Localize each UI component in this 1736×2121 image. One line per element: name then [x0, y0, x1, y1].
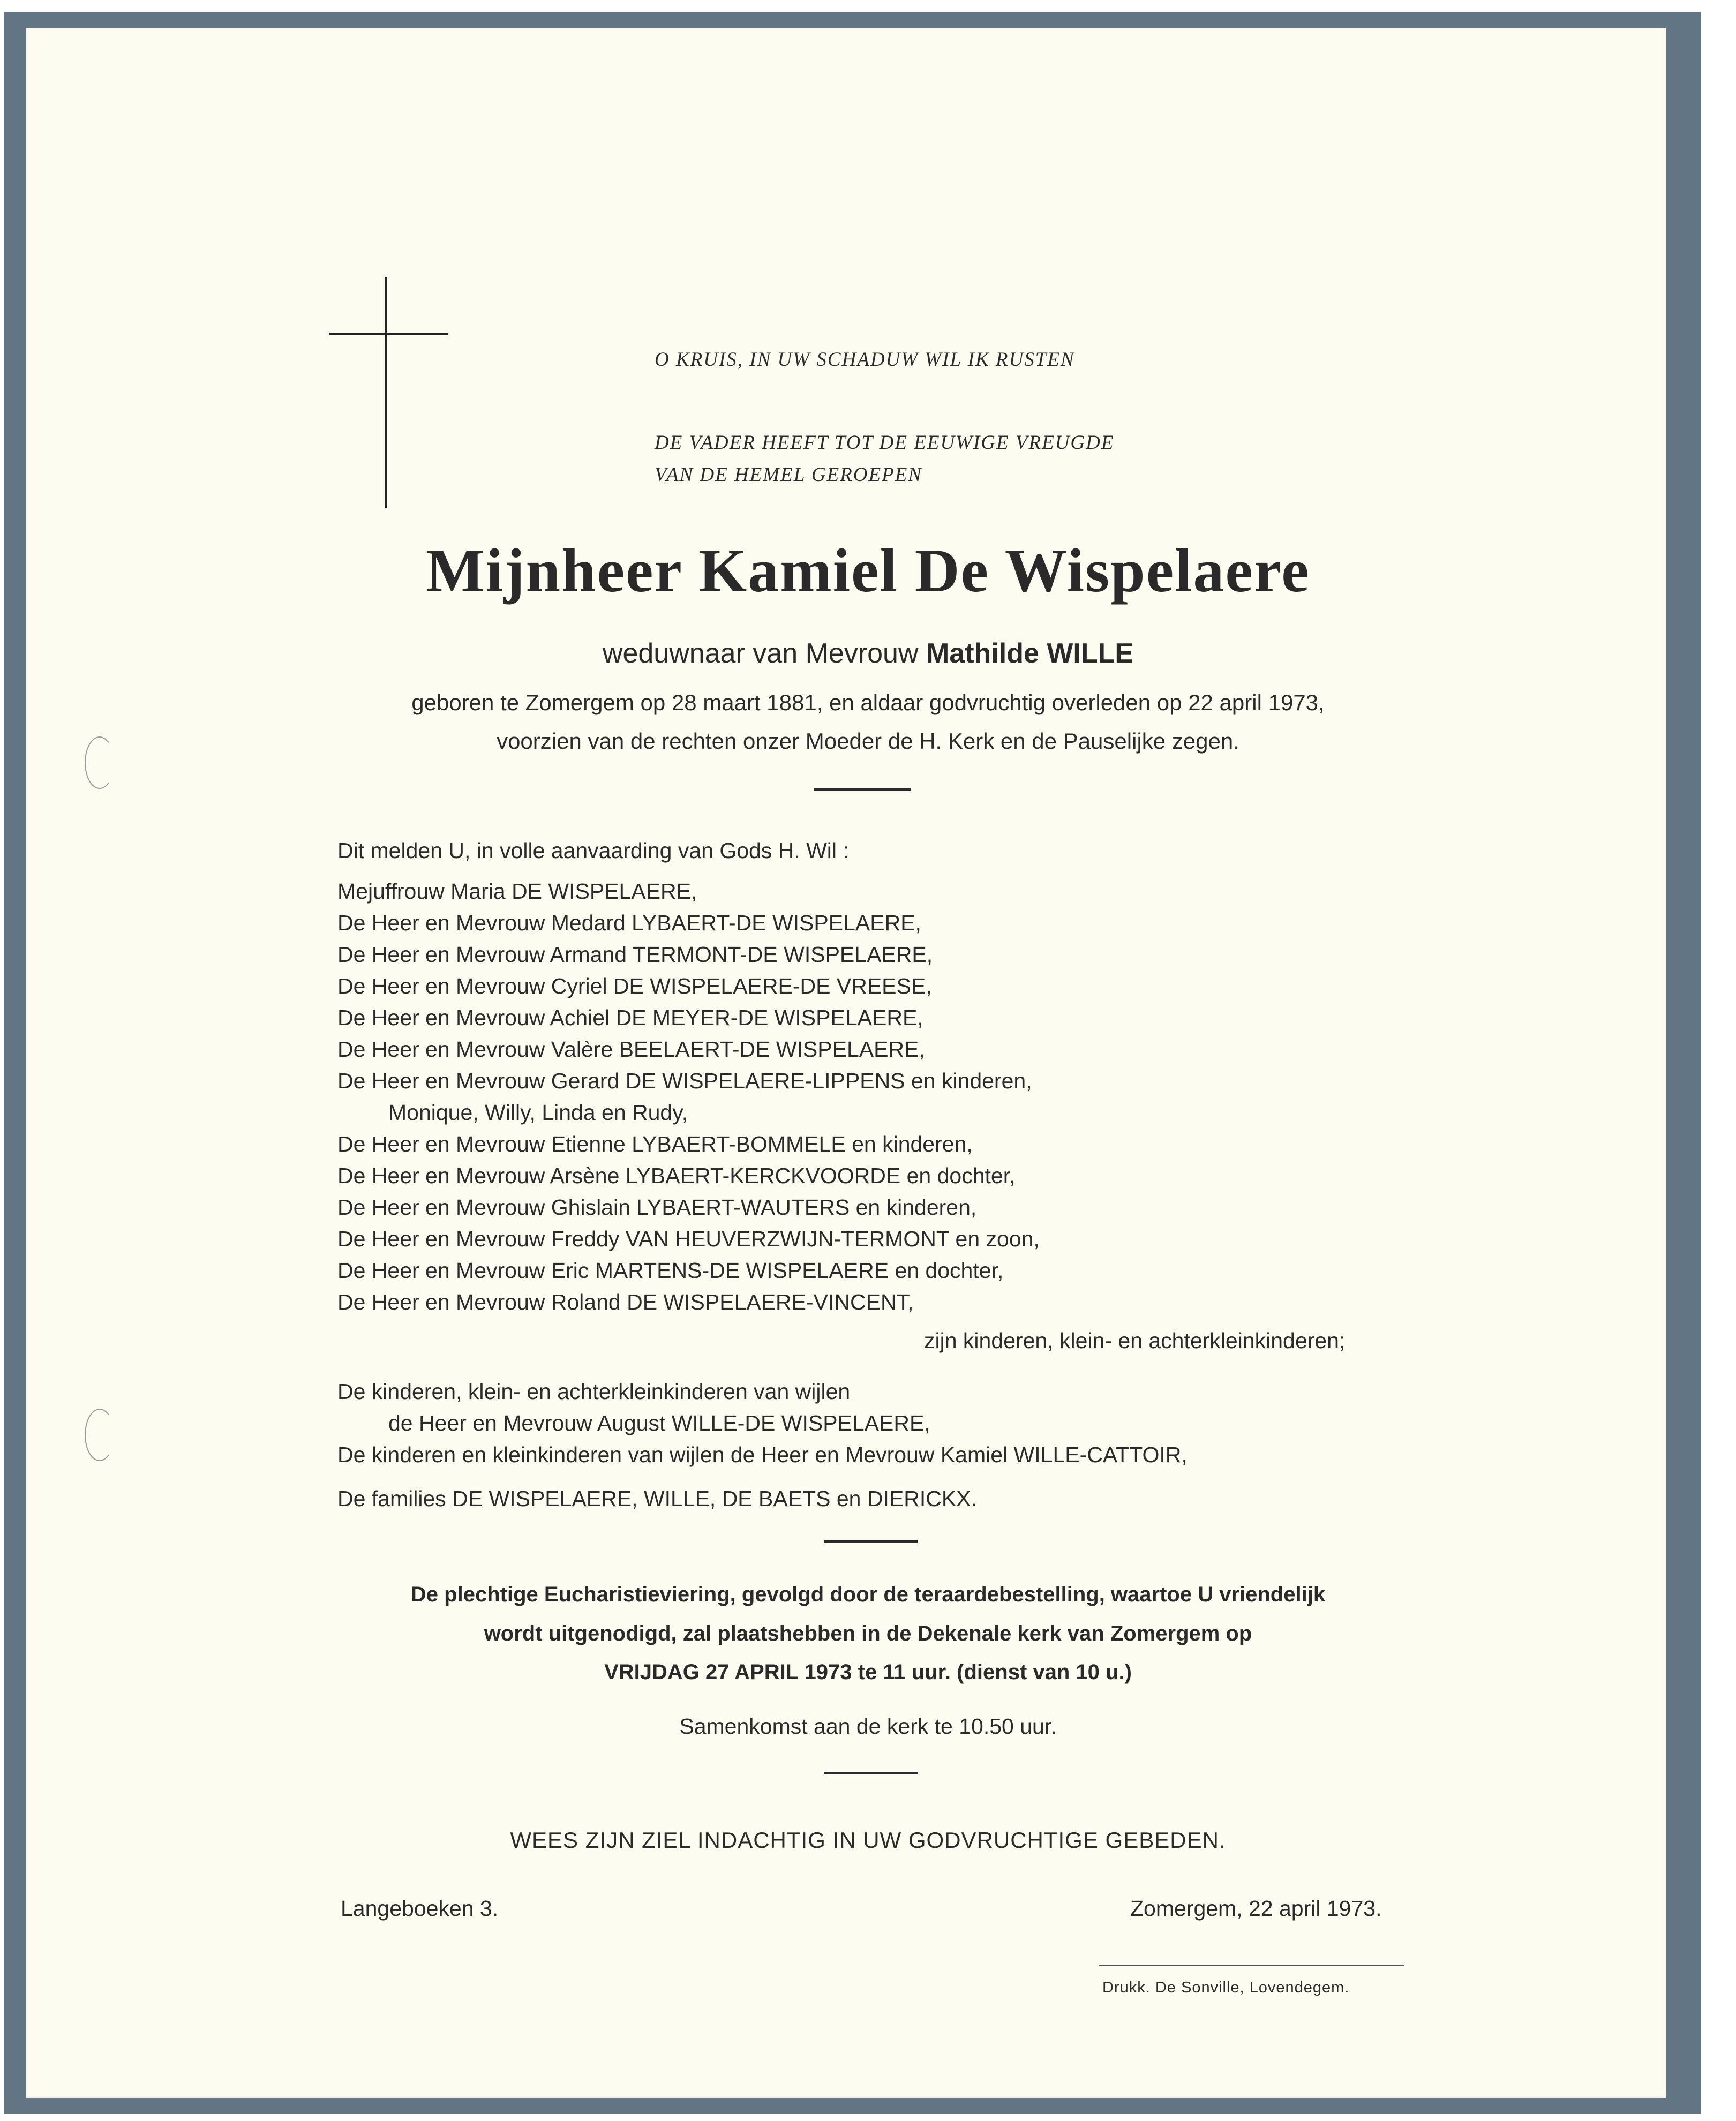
- epigraph-line-2: DE VADER HEEFT TOT DE EEUWIGE VREUGDE: [655, 432, 1115, 454]
- punch-hole-bottom: [85, 1409, 115, 1461]
- cross-icon-bar: [329, 333, 448, 335]
- epigraph-line-3: VAN DE HEMEL GEROEPEN: [655, 464, 922, 486]
- family-line: Mejuffrouw Maria DE WISPELAERE,: [337, 879, 697, 904]
- family-line: De Heer en Mevrouw Eric MARTENS-DE WISPELAERE en dochter,: [337, 1258, 1004, 1283]
- service-line-3: VRIJDAG 27 APRIL 1973 te 11 uur. (dienst van 10 u.): [604, 1660, 1132, 1684]
- printer-credit: Drukk. De Sonville, Lovendegem.: [1102, 1979, 1350, 1996]
- printer-rule: [1099, 1965, 1404, 1966]
- family-list: [337, 876, 1040, 1318]
- families-line: De families DE WISPELAERE, WILLE, DE BAETS en DIERICKX.: [337, 1486, 977, 1511]
- children-note: zijn kinderen, klein- en achterkleinkinderen;: [924, 1328, 1346, 1353]
- deceased-name: Mijnheer Kamiel De Wispelaere: [426, 537, 1310, 605]
- closing-prayer: WEES ZIJN ZIEL INDACHTIG IN UW GODVRUCHTIGE GEBEDEN.: [510, 1827, 1226, 1853]
- family-line: De Heer en Mevrouw Gerard DE WISPELAERE-LIPPENS en kinderen,: [337, 1069, 1032, 1093]
- family-line: De Heer en Mevrouw Armand TERMONT-DE WISPELAERE,: [337, 942, 933, 967]
- family-line: De Heer en Mevrouw Ghislain LYBAERT-WAUTERS en kinderen,: [337, 1195, 977, 1220]
- sacraments-line: voorzien van de rechten onzer Moeder de H. Kerk en de Pauselijke zegen.: [497, 728, 1239, 754]
- family-line: De Heer en Mevrouw Achiel DE MEYER-DE WISPELAERE,: [337, 1005, 923, 1030]
- divider: [824, 1540, 918, 1543]
- family-line: De Heer en Mevrouw Etienne LYBAERT-BOMMELE en kinderen,: [337, 1132, 973, 1156]
- service-line-2: wordt uitgenodigd, zal plaatshebben in de Dekenale kerk van Zomergem op: [484, 1622, 1252, 1645]
- others-line-1: De kinderen, klein- en achterkleinkinderen van wijlen: [337, 1379, 851, 1404]
- cross-icon: [385, 277, 387, 508]
- epigraph-line-1: O KRUIS, IN UW SCHADUW WIL IK RUSTEN: [655, 349, 1075, 371]
- place-date: Zomergem, 22 april 1973.: [1130, 1896, 1382, 1921]
- others-line-3: De kinderen en kleinkinderen van wijlen de Heer en Mevrouw Kamiel WILLE-CATTOIR,: [337, 1442, 1188, 1467]
- family-line: De Heer en Mevrouw Medard LYBAERT-DE WISPELAERE,: [337, 911, 921, 935]
- widower-prefix: weduwnaar van Mevrouw: [602, 638, 919, 669]
- gathering-line: Samenkomst aan de kerk te 10.50 uur.: [679, 1714, 1057, 1739]
- widower-line: [0, 637, 1736, 670]
- family-line: De Heer en Mevrouw Cyriel DE WISPELAERE-DE VREESE,: [337, 974, 932, 998]
- service-line-1: De plechtige Eucharistieviering, gevolgd door de teraardebestelling, waartoe U vriendelijk: [410, 1583, 1326, 1606]
- family-line: De Heer en Mevrouw Freddy VAN HEUVERZWIJN-TERMONT en zoon,: [337, 1227, 1040, 1251]
- birth-death-line: geboren te Zomergem op 28 maart 1881, en aldaar godvruchtig overleden op 22 april 1973,: [411, 690, 1325, 715]
- address: Langeboeken 3.: [341, 1896, 499, 1921]
- divider: [814, 788, 911, 791]
- others-line-2: de Heer en Mevrouw August WILLE-DE WISPELAERE,: [388, 1411, 930, 1435]
- family-line: De Heer en Mevrouw Arsène LYBAERT-KERCKVOORDE en dochter,: [337, 1163, 1016, 1188]
- spouse-name: Mathilde WILLE: [926, 638, 1134, 669]
- family-line: De Heer en Mevrouw Roland DE WISPELAERE-VINCENT,: [337, 1290, 914, 1314]
- family-line: De Heer en Mevrouw Valère BEELAERT-DE WISPELAERE,: [337, 1037, 925, 1062]
- divider: [824, 1772, 918, 1774]
- announcement-intro: Dit melden U, in volle aanvaarding van Gods H. Wil :: [337, 838, 849, 863]
- family-line: Monique, Willy, Linda en Rudy,: [388, 1100, 688, 1125]
